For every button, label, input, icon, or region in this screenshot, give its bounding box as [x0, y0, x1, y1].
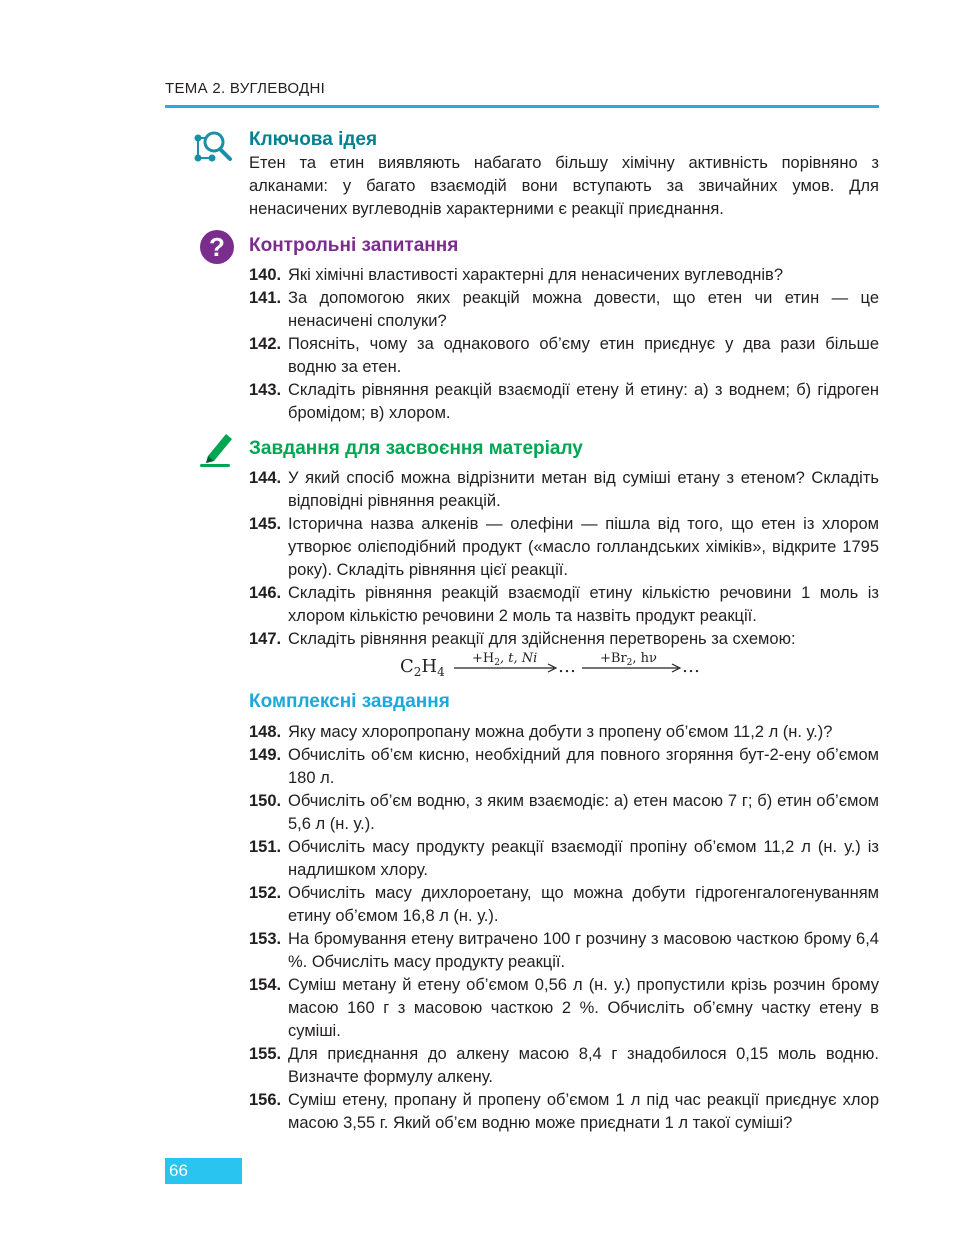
list-item — [249, 974, 879, 1043]
item-text: Поясніть, чому за однакового об’єму етин приєднує у два рази більше водню за етен. — [288, 335, 879, 376]
control-questions-section — [249, 234, 879, 425]
item-number: 152. — [249, 884, 282, 902]
list-item — [249, 790, 879, 836]
key-idea-text: Етен та етин виявляють набагато більшу хімічну активність порівняно з алканами: у багато взаємодій вони вступають за звичайних умов. Для ненасичених вуглеводнів характерними є реакції приєднання. — [249, 154, 879, 218]
item-text: Для приєднання до алкену масою 8,4 г знадобилося 0,15 моль водню. Визначте формулу алкену. — [288, 1045, 879, 1086]
header-divider — [165, 105, 879, 108]
list-item — [249, 628, 879, 651]
list-item — [249, 333, 879, 379]
control-questions-title: Контрольні запитання — [249, 235, 459, 256]
item-text: На бромування етену витрачено 100 г розчину з масовою часткою брому 6,4 %. Обчисліть масу продукту реакції. — [288, 930, 879, 971]
item-number: 140. — [249, 266, 282, 284]
item-number: 149. — [249, 746, 282, 764]
list-item — [249, 882, 879, 928]
complex-tasks-list — [249, 721, 879, 1135]
item-number: 145. — [249, 515, 282, 533]
list-item — [249, 928, 879, 974]
list-item — [249, 467, 879, 513]
list-item — [249, 1043, 879, 1089]
list-item — [249, 264, 879, 287]
item-text: Які хімічні властивості характерні для ненасичених вуглеводнів? — [288, 266, 783, 284]
item-text: Складіть рівняння реакції для здійснення перетворень за схемою: — [288, 630, 796, 648]
scheme-start-formula: $C_2H_4$ — [400, 656, 445, 678]
item-text: Суміш метану й етену об’ємом 0,56 л (н. у.) пропустили крізь розчин брому масою 160 г з масовою часткою 2 %. Обчисліть об’ємну частку етену в суміші. — [288, 976, 879, 1040]
item-text: Історична назва алкенів — олефіни — пішла від того, що етен із хлором утворює олієподібний продукт («масло голландських хіміків», відкрите 1795 року). Складіть рівняння цієї реакції. — [288, 515, 879, 579]
list-item — [249, 836, 879, 882]
item-number: 141. — [249, 289, 282, 307]
tasks-title: Завдання для засвоєння матеріалу — [249, 438, 583, 459]
page-header: ТЕМА 2. ВУГЛЕВОДНІ — [165, 80, 326, 97]
molecule-magnifier-icon — [190, 128, 236, 170]
list-item — [249, 513, 879, 582]
item-number: 156. — [249, 1091, 282, 1109]
scheme-dots-2: … — [682, 656, 700, 677]
item-number: 143. — [249, 381, 282, 399]
arrow2-condition: $+Br_2$, hν — [600, 651, 657, 668]
complex-tasks-section — [249, 690, 879, 1135]
item-number: 142. — [249, 335, 282, 353]
item-text: Складіть рівняння реакцій взаємодії етену й етину: а) з воднем; б) гідроген бромідом; в) хлором. — [288, 381, 879, 422]
item-text: Складіть рівняння реакцій взаємодії етину кількістю речовини 1 моль із хлором кількістю речовини 2 моль та назвіть продукт реакції. — [288, 584, 879, 625]
item-number: 154. — [249, 976, 282, 994]
pencil-icon — [198, 430, 238, 468]
list-item — [249, 1089, 879, 1135]
item-number: 150. — [249, 792, 282, 810]
complex-tasks-title: Комплексні завдання — [249, 691, 450, 712]
list-item — [249, 379, 879, 425]
item-text: У який спосіб можна відрізнити метан від суміші етану з етеном? Складіть відповідні рівняння реакцій. — [288, 469, 879, 510]
key-idea-title: Ключова ідея — [249, 129, 378, 150]
svg-text:?: ? — [209, 232, 225, 262]
list-item — [249, 721, 879, 744]
item-number: 153. — [249, 930, 282, 948]
tasks-list — [249, 467, 879, 651]
item-number: 144. — [249, 469, 282, 487]
list-item — [249, 287, 879, 333]
tasks-section — [249, 437, 879, 651]
list-item — [249, 582, 879, 628]
item-text: Обчисліть масу дихлороетану, що можна добути гідрогенгалогенуванням етину об’ємом 16,8 л (н. у.). — [288, 884, 879, 925]
item-text: За допомогою яких реакцій можна довести, що етен чи етин — це ненасичені сполуки? — [288, 289, 879, 330]
item-text: Обчисліть об’єм кисню, необхідний для повного згоряння бут-2-ену об’ємом 180 л. — [288, 746, 879, 787]
question-mark-icon — [199, 229, 235, 265]
item-text: Обчисліть об’єм водню, з яким взаємодіє: а) етен масою 7 г; б) етин об’ємом 5,6 л (н. у.). — [288, 792, 879, 833]
item-number: 148. — [249, 723, 282, 741]
arrow1-condition: $+H_2$, t, Ni — [472, 651, 538, 668]
item-text: Обчисліть масу продукту реакції взаємодії пропіну об’ємом 11,2 л (н. у.) із надлишком хлору. — [288, 838, 879, 879]
page-number: 66 — [165, 1158, 242, 1184]
item-number: 147. — [249, 630, 282, 648]
control-questions-list — [249, 264, 879, 425]
key-idea-section — [249, 128, 879, 221]
scheme-dots-1: … — [558, 656, 576, 677]
reaction-scheme — [400, 650, 720, 678]
item-text: Суміш етену, пропану й пропену об’ємом 1 л під час реакції приєднує хлор масою 3,55 г. Який об’єм водню може приєднати 1 л такої суміші? — [288, 1091, 879, 1132]
item-number: 151. — [249, 838, 282, 856]
item-number: 155. — [249, 1045, 282, 1063]
item-number: 146. — [249, 584, 282, 602]
item-text: Яку масу хлоропропану можна добути з пропену об’ємом 11,2 л (н. у.)? — [288, 723, 833, 741]
list-item — [249, 744, 879, 790]
